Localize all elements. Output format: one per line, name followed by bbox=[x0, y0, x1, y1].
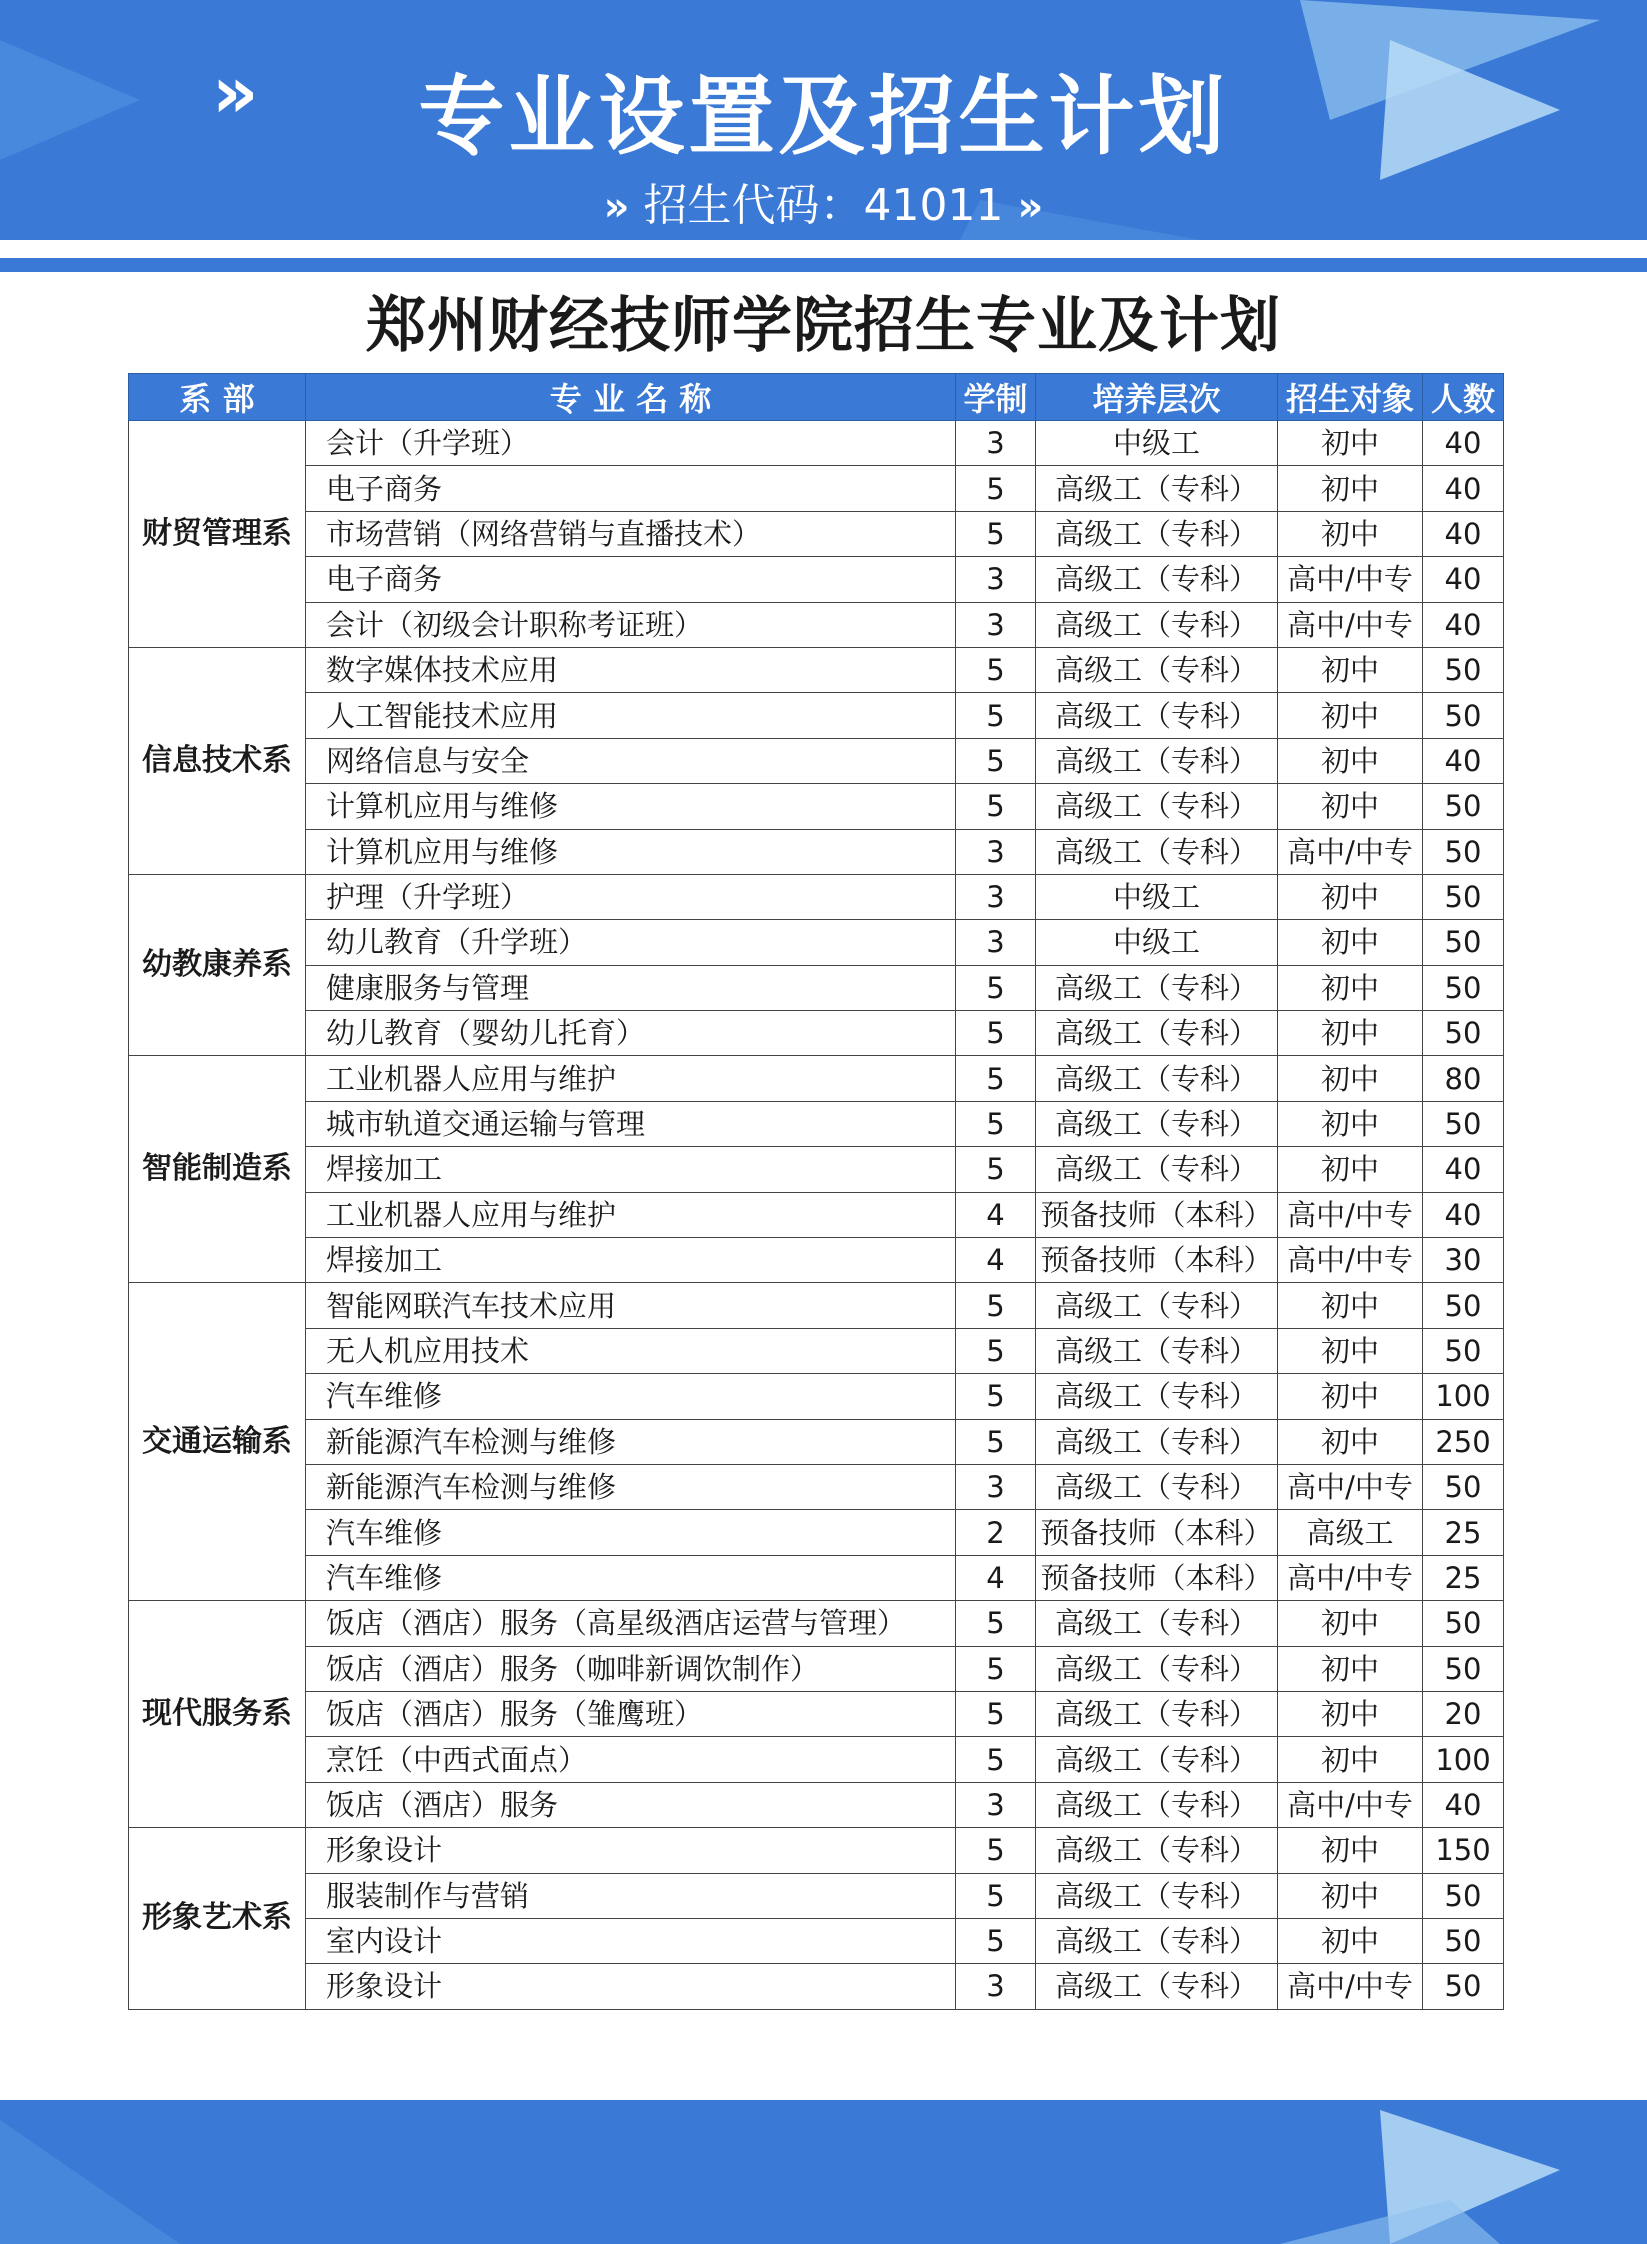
chevron-icon: » bbox=[212, 50, 245, 134]
table-row bbox=[129, 1374, 1504, 1419]
target-cell: 高中/中专 bbox=[1278, 1964, 1423, 2009]
duration-cell: 5 bbox=[956, 1374, 1036, 1419]
duration-cell: 5 bbox=[956, 1691, 1036, 1736]
level-cell: 预备技师（本科） bbox=[1036, 1510, 1278, 1555]
duration-cell: 5 bbox=[956, 1918, 1036, 1963]
table-row bbox=[129, 1646, 1504, 1691]
count-cell: 80 bbox=[1423, 1056, 1504, 1101]
table-row bbox=[129, 1147, 1504, 1192]
table-row bbox=[129, 1192, 1504, 1237]
table-row bbox=[129, 1555, 1504, 1600]
level-cell: 中级工 bbox=[1036, 874, 1278, 919]
table-row bbox=[129, 1238, 1504, 1283]
count-cell: 40 bbox=[1423, 421, 1504, 466]
target-cell: 初中 bbox=[1278, 1101, 1423, 1146]
target-cell: 高中/中专 bbox=[1278, 1782, 1423, 1827]
major-cell: 网络信息与安全 bbox=[306, 738, 956, 783]
duration-cell: 5 bbox=[956, 511, 1036, 556]
level-cell: 高级工（专科） bbox=[1036, 466, 1278, 511]
duration-cell: 5 bbox=[956, 1011, 1036, 1056]
dept-cell: 现代服务系 bbox=[129, 1601, 306, 1828]
target-cell: 初中 bbox=[1278, 1918, 1423, 1963]
major-cell: 健康服务与管理 bbox=[306, 965, 956, 1010]
table-row bbox=[129, 1419, 1504, 1464]
dept-cell: 交通运输系 bbox=[129, 1283, 306, 1601]
duration-cell: 5 bbox=[956, 1056, 1036, 1101]
major-cell: 计算机应用与维修 bbox=[306, 829, 956, 874]
count-cell: 40 bbox=[1423, 1782, 1504, 1827]
count-cell: 50 bbox=[1423, 1011, 1504, 1056]
level-cell: 高级工（专科） bbox=[1036, 829, 1278, 874]
target-cell: 初中 bbox=[1278, 1374, 1423, 1419]
target-cell: 高中/中专 bbox=[1278, 1238, 1423, 1283]
count-cell: 100 bbox=[1423, 1737, 1504, 1782]
count-cell: 50 bbox=[1423, 1101, 1504, 1146]
duration-cell: 4 bbox=[956, 1555, 1036, 1600]
target-cell: 高中/中专 bbox=[1278, 602, 1423, 647]
duration-cell: 5 bbox=[956, 1101, 1036, 1146]
major-cell: 数字媒体技术应用 bbox=[306, 647, 956, 692]
header-banner bbox=[0, 0, 1647, 240]
count-cell: 40 bbox=[1423, 511, 1504, 556]
target-cell: 高级工 bbox=[1278, 1510, 1423, 1555]
duration-cell: 5 bbox=[956, 965, 1036, 1010]
table-row bbox=[129, 1782, 1504, 1827]
enrollment-code bbox=[0, 175, 1647, 238]
major-cell: 会计（升学班） bbox=[306, 421, 956, 466]
target-cell: 初中 bbox=[1278, 647, 1423, 692]
level-cell: 高级工（专科） bbox=[1036, 1737, 1278, 1782]
table-row bbox=[129, 829, 1504, 874]
major-cell: 饭店（酒店）服务（咖啡新调饮制作） bbox=[306, 1646, 956, 1691]
table-row bbox=[129, 1691, 1504, 1736]
level-cell: 预备技师（本科） bbox=[1036, 1192, 1278, 1237]
target-cell: 初中 bbox=[1278, 1328, 1423, 1373]
table-row bbox=[129, 1056, 1504, 1101]
major-cell: 汽车维修 bbox=[306, 1374, 956, 1419]
table-row bbox=[129, 1464, 1504, 1509]
target-cell: 初中 bbox=[1278, 920, 1423, 965]
count-cell: 50 bbox=[1423, 647, 1504, 692]
duration-cell: 2 bbox=[956, 1510, 1036, 1555]
table-row bbox=[129, 557, 1504, 602]
target-cell: 高中/中专 bbox=[1278, 1192, 1423, 1237]
table-header-row bbox=[129, 374, 1504, 421]
target-cell: 初中 bbox=[1278, 965, 1423, 1010]
target-cell: 初中 bbox=[1278, 1873, 1423, 1918]
count-cell: 100 bbox=[1423, 1374, 1504, 1419]
divider-stripe bbox=[0, 258, 1647, 272]
major-cell: 形象设计 bbox=[306, 1964, 956, 2009]
table-row bbox=[129, 1011, 1504, 1056]
table-row bbox=[129, 421, 1504, 466]
target-cell: 高中/中专 bbox=[1278, 1464, 1423, 1509]
level-cell: 高级工（专科） bbox=[1036, 1101, 1278, 1146]
duration-cell: 5 bbox=[956, 1147, 1036, 1192]
level-cell: 中级工 bbox=[1036, 421, 1278, 466]
duration-cell: 5 bbox=[956, 1646, 1036, 1691]
duration-cell: 3 bbox=[956, 421, 1036, 466]
duration-cell: 5 bbox=[956, 738, 1036, 783]
dept-cell: 财贸管理系 bbox=[129, 421, 306, 648]
major-cell: 汽车维修 bbox=[306, 1555, 956, 1600]
level-cell: 高级工（专科） bbox=[1036, 1691, 1278, 1736]
level-cell: 高级工（专科） bbox=[1036, 511, 1278, 556]
header-level: 培养层次 bbox=[1036, 374, 1278, 421]
duration-cell: 5 bbox=[956, 784, 1036, 829]
table-row bbox=[129, 1918, 1504, 1963]
count-cell: 50 bbox=[1423, 693, 1504, 738]
major-cell: 无人机应用技术 bbox=[306, 1328, 956, 1373]
duration-cell: 5 bbox=[956, 1828, 1036, 1873]
level-cell: 高级工（专科） bbox=[1036, 1646, 1278, 1691]
target-cell: 初中 bbox=[1278, 693, 1423, 738]
level-cell: 预备技师（本科） bbox=[1036, 1238, 1278, 1283]
count-cell: 40 bbox=[1423, 1147, 1504, 1192]
major-cell: 电子商务 bbox=[306, 466, 956, 511]
target-cell: 初中 bbox=[1278, 1419, 1423, 1464]
count-cell: 50 bbox=[1423, 920, 1504, 965]
target-cell: 初中 bbox=[1278, 511, 1423, 556]
level-cell: 高级工（专科） bbox=[1036, 1873, 1278, 1918]
table-row bbox=[129, 1601, 1504, 1646]
duration-cell: 3 bbox=[956, 920, 1036, 965]
major-cell: 饭店（酒店）服务（雏鹰班） bbox=[306, 1691, 956, 1736]
table-row bbox=[129, 1283, 1504, 1328]
decor-triangle-bottom bbox=[0, 2100, 1647, 2244]
major-cell: 工业机器人应用与维护 bbox=[306, 1192, 956, 1237]
chevron-icon: » bbox=[603, 184, 630, 230]
major-cell: 烹饪（中西式面点） bbox=[306, 1737, 956, 1782]
major-cell: 电子商务 bbox=[306, 557, 956, 602]
target-cell: 初中 bbox=[1278, 874, 1423, 919]
header-duration: 学制 bbox=[956, 374, 1036, 421]
target-cell: 初中 bbox=[1278, 466, 1423, 511]
count-cell: 50 bbox=[1423, 1283, 1504, 1328]
level-cell: 高级工（专科） bbox=[1036, 1828, 1278, 1873]
table-row bbox=[129, 920, 1504, 965]
count-cell: 50 bbox=[1423, 829, 1504, 874]
count-cell: 150 bbox=[1423, 1828, 1504, 1873]
major-cell: 人工智能技术应用 bbox=[306, 693, 956, 738]
duration-cell: 5 bbox=[956, 1419, 1036, 1464]
enrollment-plan-table bbox=[128, 373, 1504, 2010]
duration-cell: 3 bbox=[956, 1782, 1036, 1827]
table-row bbox=[129, 965, 1504, 1010]
table-row bbox=[129, 1828, 1504, 1873]
major-cell: 市场营销（网络营销与直播技术） bbox=[306, 511, 956, 556]
level-cell: 高级工（专科） bbox=[1036, 557, 1278, 602]
duration-cell: 3 bbox=[956, 602, 1036, 647]
count-cell: 50 bbox=[1423, 1646, 1504, 1691]
level-cell: 高级工（专科） bbox=[1036, 1011, 1278, 1056]
header-count: 人数 bbox=[1423, 374, 1504, 421]
dept-cell: 形象艺术系 bbox=[129, 1828, 306, 2010]
dept-cell: 智能制造系 bbox=[129, 1056, 306, 1283]
count-cell: 40 bbox=[1423, 557, 1504, 602]
major-cell: 汽车维修 bbox=[306, 1510, 956, 1555]
duration-cell: 5 bbox=[956, 466, 1036, 511]
level-cell: 高级工（专科） bbox=[1036, 965, 1278, 1010]
chevron-icon: » bbox=[1017, 184, 1044, 230]
count-cell: 50 bbox=[1423, 965, 1504, 1010]
table-row bbox=[129, 693, 1504, 738]
header-dept: 系 部 bbox=[129, 374, 306, 421]
table-row bbox=[129, 1510, 1504, 1555]
table-row bbox=[129, 1737, 1504, 1782]
level-cell: 高级工（专科） bbox=[1036, 1147, 1278, 1192]
target-cell: 高中/中专 bbox=[1278, 557, 1423, 602]
count-cell: 50 bbox=[1423, 1328, 1504, 1373]
major-cell: 会计（初级会计职称考证班） bbox=[306, 602, 956, 647]
header-target: 招生对象 bbox=[1278, 374, 1423, 421]
level-cell: 高级工（专科） bbox=[1036, 647, 1278, 692]
table-row bbox=[129, 511, 1504, 556]
level-cell: 高级工（专科） bbox=[1036, 784, 1278, 829]
major-cell: 智能网联汽车技术应用 bbox=[306, 1283, 956, 1328]
table-row bbox=[129, 1101, 1504, 1146]
level-cell: 高级工（专科） bbox=[1036, 1782, 1278, 1827]
target-cell: 初中 bbox=[1278, 1147, 1423, 1192]
major-cell: 城市轨道交通运输与管理 bbox=[306, 1101, 956, 1146]
target-cell: 高中/中专 bbox=[1278, 1555, 1423, 1600]
duration-cell: 5 bbox=[956, 1601, 1036, 1646]
major-cell: 护理（升学班） bbox=[306, 874, 956, 919]
major-cell: 新能源汽车检测与维修 bbox=[306, 1464, 956, 1509]
page-title: 专业设置及招生计划 bbox=[418, 67, 1229, 167]
level-cell: 高级工（专科） bbox=[1036, 1283, 1278, 1328]
count-cell: 25 bbox=[1423, 1555, 1504, 1600]
header-major: 专 业 名 称 bbox=[306, 374, 956, 421]
duration-cell: 5 bbox=[956, 1737, 1036, 1782]
count-cell: 250 bbox=[1423, 1419, 1504, 1464]
major-cell: 饭店（酒店）服务（高星级酒店运营与管理） bbox=[306, 1601, 956, 1646]
table-row bbox=[129, 602, 1504, 647]
count-cell: 40 bbox=[1423, 466, 1504, 511]
major-cell: 饭店（酒店）服务 bbox=[306, 1782, 956, 1827]
major-cell: 计算机应用与维修 bbox=[306, 784, 956, 829]
level-cell: 高级工（专科） bbox=[1036, 1374, 1278, 1419]
major-cell: 形象设计 bbox=[306, 1828, 956, 1873]
count-cell: 40 bbox=[1423, 602, 1504, 647]
major-cell: 室内设计 bbox=[306, 1918, 956, 1963]
level-cell: 高级工（专科） bbox=[1036, 602, 1278, 647]
major-cell: 服装制作与营销 bbox=[306, 1873, 956, 1918]
count-cell: 50 bbox=[1423, 1601, 1504, 1646]
table-row bbox=[129, 738, 1504, 783]
target-cell: 初中 bbox=[1278, 1828, 1423, 1873]
target-cell: 初中 bbox=[1278, 1646, 1423, 1691]
duration-cell: 4 bbox=[956, 1192, 1036, 1237]
major-cell: 焊接加工 bbox=[306, 1238, 956, 1283]
duration-cell: 3 bbox=[956, 557, 1036, 602]
dept-cell: 幼教康养系 bbox=[129, 874, 306, 1056]
level-cell: 中级工 bbox=[1036, 920, 1278, 965]
duration-cell: 5 bbox=[956, 1873, 1036, 1918]
table-row bbox=[129, 1328, 1504, 1373]
footer-banner bbox=[0, 2100, 1647, 2244]
duration-cell: 5 bbox=[956, 647, 1036, 692]
table-row bbox=[129, 466, 1504, 511]
count-cell: 30 bbox=[1423, 1238, 1504, 1283]
target-cell: 初中 bbox=[1278, 421, 1423, 466]
count-cell: 50 bbox=[1423, 1918, 1504, 1963]
duration-cell: 3 bbox=[956, 829, 1036, 874]
count-cell: 25 bbox=[1423, 1510, 1504, 1555]
duration-cell: 5 bbox=[956, 693, 1036, 738]
level-cell: 预备技师（本科） bbox=[1036, 1555, 1278, 1600]
table-row bbox=[129, 874, 1504, 919]
dept-cell: 信息技术系 bbox=[129, 647, 306, 874]
count-cell: 50 bbox=[1423, 874, 1504, 919]
level-cell: 高级工（专科） bbox=[1036, 1601, 1278, 1646]
count-cell: 50 bbox=[1423, 1964, 1504, 2009]
enrollment-code-text: 招生代码：41011 bbox=[643, 180, 1004, 231]
major-cell: 新能源汽车检测与维修 bbox=[306, 1419, 956, 1464]
major-cell: 工业机器人应用与维护 bbox=[306, 1056, 956, 1101]
duration-cell: 5 bbox=[956, 1328, 1036, 1373]
target-cell: 初中 bbox=[1278, 738, 1423, 783]
major-cell: 幼儿教育（婴幼儿托育） bbox=[306, 1011, 956, 1056]
duration-cell: 5 bbox=[956, 1283, 1036, 1328]
target-cell: 初中 bbox=[1278, 784, 1423, 829]
level-cell: 高级工（专科） bbox=[1036, 1419, 1278, 1464]
target-cell: 初中 bbox=[1278, 1737, 1423, 1782]
table-title: 郑州财经技师学院招生专业及计划 bbox=[366, 291, 1281, 361]
count-cell: 50 bbox=[1423, 1464, 1504, 1509]
level-cell: 高级工（专科） bbox=[1036, 1464, 1278, 1509]
table-row bbox=[129, 1964, 1504, 2009]
level-cell: 高级工（专科） bbox=[1036, 1328, 1278, 1373]
count-cell: 50 bbox=[1423, 784, 1504, 829]
level-cell: 高级工（专科） bbox=[1036, 1964, 1278, 2009]
count-cell: 20 bbox=[1423, 1691, 1504, 1736]
duration-cell: 3 bbox=[956, 874, 1036, 919]
target-cell: 初中 bbox=[1278, 1691, 1423, 1736]
target-cell: 高中/中专 bbox=[1278, 829, 1423, 874]
count-cell: 40 bbox=[1423, 1192, 1504, 1237]
target-cell: 初中 bbox=[1278, 1056, 1423, 1101]
level-cell: 高级工（专科） bbox=[1036, 1056, 1278, 1101]
duration-cell: 3 bbox=[956, 1464, 1036, 1509]
count-cell: 40 bbox=[1423, 738, 1504, 783]
major-cell: 幼儿教育（升学班） bbox=[306, 920, 956, 965]
target-cell: 初中 bbox=[1278, 1011, 1423, 1056]
level-cell: 高级工（专科） bbox=[1036, 1918, 1278, 1963]
table-row bbox=[129, 784, 1504, 829]
level-cell: 高级工（专科） bbox=[1036, 693, 1278, 738]
table-row bbox=[129, 1873, 1504, 1918]
target-cell: 初中 bbox=[1278, 1283, 1423, 1328]
level-cell: 高级工（专科） bbox=[1036, 738, 1278, 783]
table-row bbox=[129, 647, 1504, 692]
major-cell: 焊接加工 bbox=[306, 1147, 956, 1192]
count-cell: 50 bbox=[1423, 1873, 1504, 1918]
target-cell: 初中 bbox=[1278, 1601, 1423, 1646]
duration-cell: 3 bbox=[956, 1964, 1036, 2009]
duration-cell: 4 bbox=[956, 1238, 1036, 1283]
